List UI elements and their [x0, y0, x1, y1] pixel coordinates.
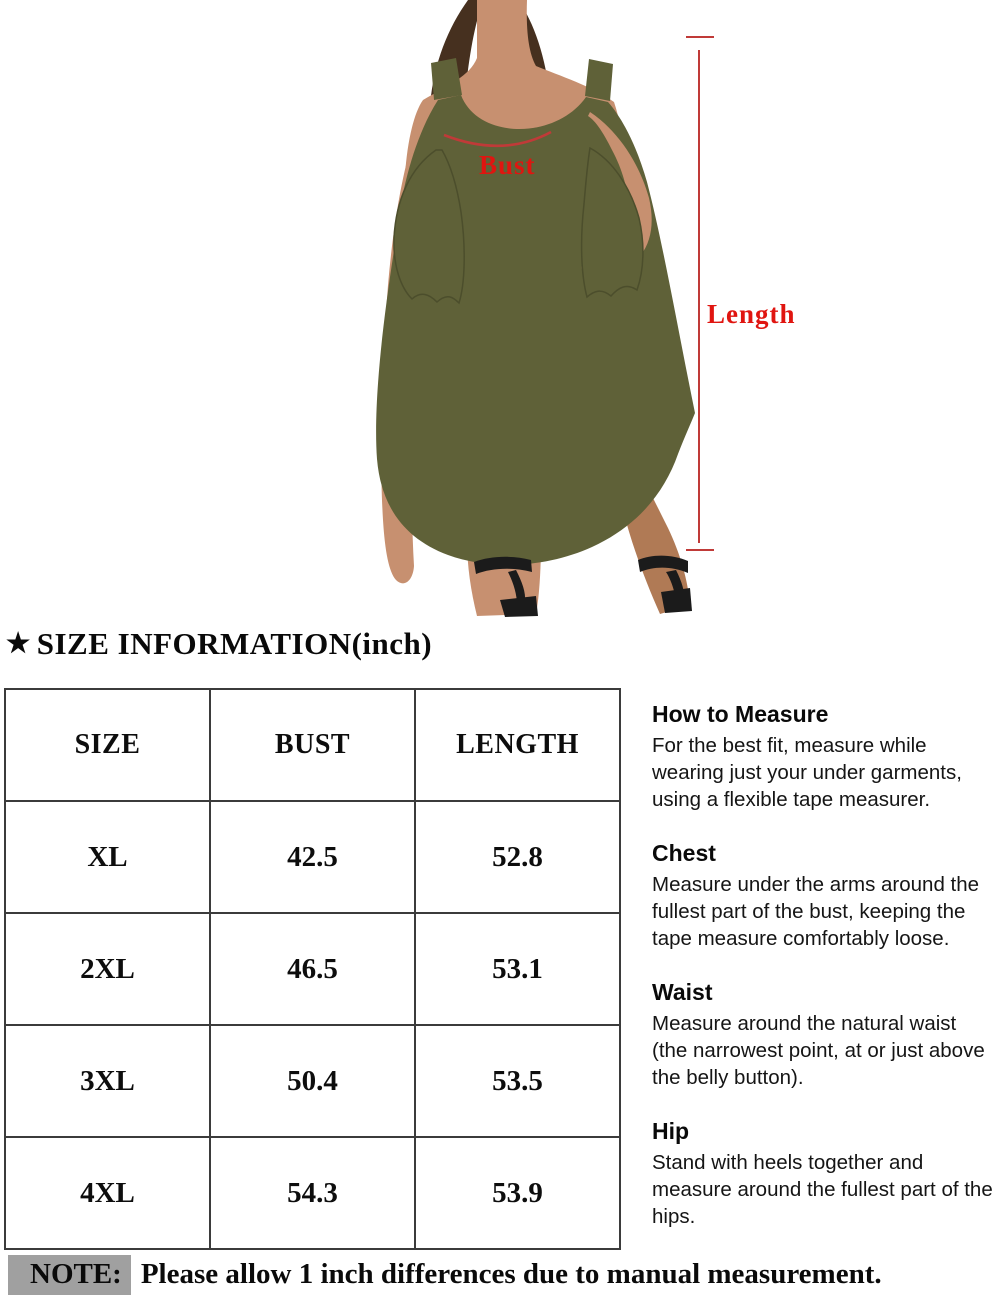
table-cell-bust: 42.5 [210, 801, 415, 913]
note-bar [8, 1255, 993, 1295]
table-cell-bust: 46.5 [210, 913, 415, 1025]
table-header-bust: BUST [210, 689, 415, 801]
table-cell-size: 4XL [5, 1137, 210, 1249]
size-chart-table [4, 688, 621, 1250]
table-header-length: LENGTH [415, 689, 620, 801]
note-label: NOTE: [8, 1255, 131, 1295]
length-tick-top [686, 36, 714, 38]
note-text: Please allow 1 inch differences due to manual measurement. [140, 1258, 882, 1290]
table-cell-bust: 54.3 [210, 1137, 415, 1249]
table-row [5, 1025, 620, 1137]
measure-section-chest-heading: Chest [652, 840, 716, 866]
measure-section-waist-body: Measure around the natural waist (the narrowest point, at or just above the belly button). [652, 1012, 985, 1089]
table-cell-length: 53.1 [415, 913, 620, 1025]
table-header-row [5, 689, 620, 801]
table-cell-length: 53.5 [415, 1025, 620, 1137]
size-information-title: SIZE INFORMATION(inch) [36, 626, 433, 661]
table-header-size: SIZE [5, 689, 210, 801]
model-photo-illustration [330, 0, 750, 625]
table-cell-length: 52.8 [415, 801, 620, 913]
right-heel [661, 588, 692, 613]
measure-guide-intro: For the best fit, measure while wearing just your under garments, using a flexible tape measurer. [652, 734, 962, 811]
measure-section-hip-body: Stand with heels together and measure around the fullest part of the hips. [652, 1151, 993, 1228]
table-cell-size: 2XL [5, 913, 210, 1025]
table-cell-size: 3XL [5, 1025, 210, 1137]
table-row [5, 1137, 620, 1249]
bust-annotation-label: Bust [479, 150, 536, 180]
table-row [5, 801, 620, 913]
length-annotation-label: Length [707, 299, 796, 329]
table-cell-size: XL [5, 801, 210, 913]
table-cell-length: 53.9 [415, 1137, 620, 1249]
table-row [5, 913, 620, 1025]
length-measure-line [698, 50, 700, 543]
product-photo-section [0, 0, 1001, 625]
length-tick-bottom [686, 549, 714, 551]
measure-section-chest-body: Measure under the arms around the fullest part of the bust, keeping the tape measure comfortably loose. [652, 873, 980, 950]
size-information-heading [6, 626, 432, 662]
measure-guide [652, 701, 995, 1230]
star-icon: ★ [6, 628, 31, 658]
measure-section-waist-heading: Waist [652, 979, 713, 1005]
measure-section-hip-heading: Hip [652, 1118, 690, 1144]
table-cell-bust: 50.4 [210, 1025, 415, 1137]
dress-strap-right [585, 59, 613, 101]
measure-guide-title: How to Measure [652, 701, 829, 727]
